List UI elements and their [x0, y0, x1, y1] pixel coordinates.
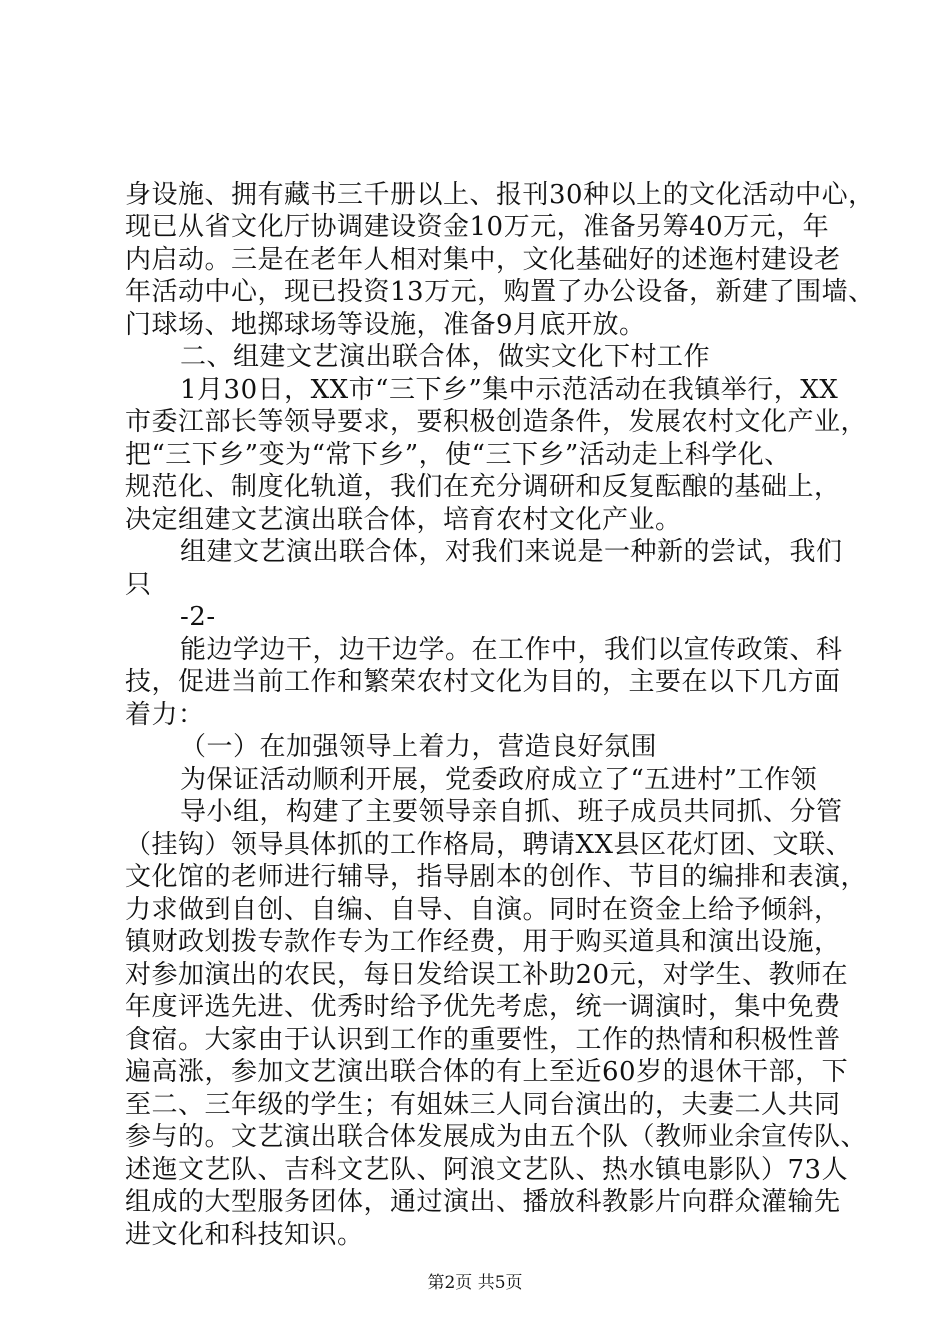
- section-heading: 二、组建文艺演出联合体，做实文化下村工作: [180, 342, 711, 373]
- body-line: 1月30日，XX市“三下乡”集中示范活动在我镇举行，XX: [180, 374, 839, 405]
- body-line: 能边学边干，边干边学。在工作中，我们以宣传政策、科: [180, 634, 843, 665]
- body-line: 力求做到自创、自编、自导、自演。同时在资金上给予倾斜，: [125, 894, 841, 925]
- body-line: 把“三下乡”变为“常下乡”，使“三下乡”活动走上科学化、: [125, 439, 791, 470]
- body-line: 组成的大型服务团体，通过演出、播放科教影片向群众灌输先: [125, 1187, 841, 1218]
- body-line: 年度评选先进、优秀时给予优先考虑，统一调演时，集中免费: [125, 992, 841, 1023]
- body-line: 规范化、制度化轨道，我们在充分调研和反复酝酿的基础上，: [125, 472, 841, 503]
- subsection-heading: （一）在加强领导上着力，营造良好氛围: [180, 732, 658, 763]
- page-number-marker: -2-: [180, 602, 216, 633]
- body-line: 镇财政划拨专款作专为工作经费，用于购买道具和演出设施，: [125, 927, 841, 958]
- body-line: 食宿。大家由于认识到工作的重要性，工作的热情和积极性普: [125, 1024, 841, 1055]
- body-line: 述迤文艺队、吉科文艺队、阿浪文艺队、热水镇电影队）73人: [125, 1154, 849, 1185]
- body-line: 市委江部长等领导要求，要积极创造条件，发展农村文化产业，: [125, 407, 868, 438]
- body-line: 年活动中心，现已投资13万元，购置了办公设备，新建了围墙、: [125, 277, 875, 308]
- body-line: 内启动。三是在老年人相对集中，文化基础好的述迤村建设老: [125, 244, 841, 275]
- body-line: 参与的。文艺演出联合体发展成为由五个队（教师业余宣传队、: [125, 1122, 868, 1153]
- body-line: 技，促进当前工作和繁荣农村文化为目的，主要在以下几方面: [125, 667, 841, 698]
- body-line: 决定组建文艺演出联合体，培育农村文化产业。: [125, 504, 682, 535]
- body-line: 着力：: [125, 699, 205, 730]
- body-line: 为保证活动顺利开展，党委政府成立了“五进村”工作领: [180, 764, 818, 795]
- body-line: 遍高涨，参加文艺演出联合体的有上至近60岁的退休干部，下: [125, 1057, 849, 1088]
- body-line: （挂钩）领导具体抓的工作格局，聘请XX县区花灯团、文联、: [125, 829, 853, 860]
- body-line: 组建文艺演出联合体，对我们来说是一种新的尝试，我们: [180, 537, 843, 568]
- body-line: 至二、三年级的学生；有姐妹三人同台演出的，夫妻二人共同: [125, 1089, 841, 1120]
- body-line: 身设施、拥有藏书三千册以上、报刊30种以上的文化活动中心，: [125, 180, 875, 210]
- body-line: 导小组，构建了主要领导亲自抓、班子成员共同抓、分管: [180, 797, 843, 828]
- body-line: 只: [125, 569, 152, 600]
- body-line: 现已从省文化厅协调建设资金10万元，准备另筹40万元，年: [125, 212, 830, 243]
- body-line: 门球场、地掷球场等设施，准备9月底开放。: [125, 309, 646, 340]
- page-footer: 第2页 共5页: [427, 1273, 523, 1293]
- body-line: 对参加演出的农民，每日发给误工补助20元，对学生、教师在: [125, 959, 849, 990]
- body-line: 文化馆的老师进行辅导，指导剧本的创作、节目的编排和表演，: [125, 862, 868, 893]
- body-line: 进文化和科技知识。: [125, 1219, 364, 1250]
